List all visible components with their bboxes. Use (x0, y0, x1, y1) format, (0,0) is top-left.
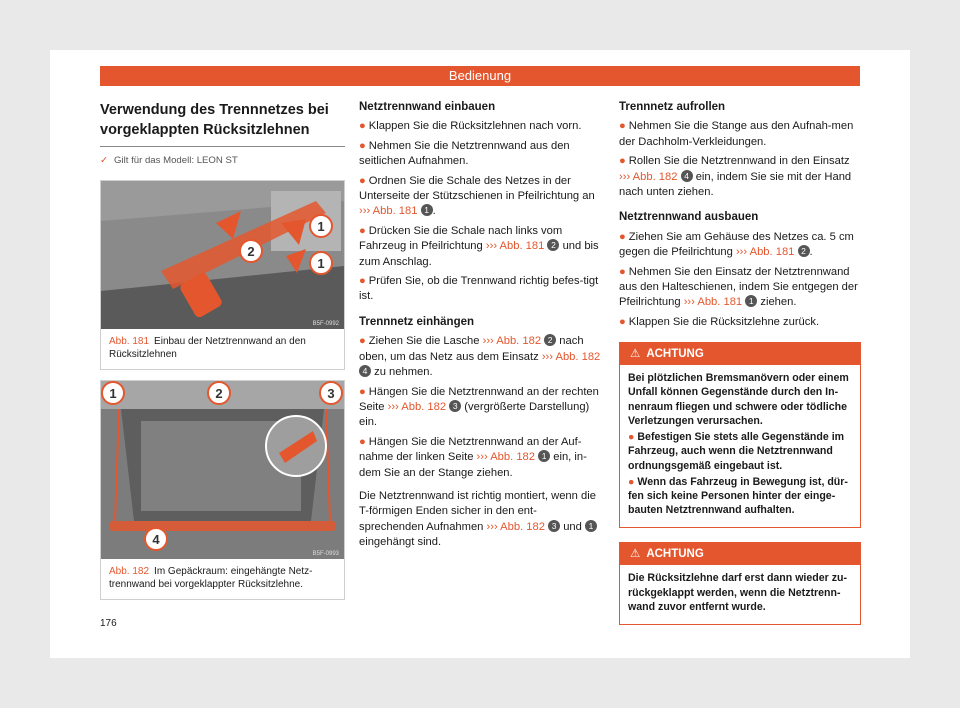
bullet-icon: ● (359, 435, 366, 448)
step-einhaengen-1 (359, 334, 601, 380)
step-text: und bis zum Anschlag. (359, 240, 599, 268)
heading-einbauen: Netztrennwand einbauen (359, 101, 496, 113)
paragraph-text: Die Netztrennwand ist richtig montiert, wenn die T-förmigen Enden sicher in den ent-sprechenden Aufnahmen (359, 489, 596, 533)
figure-reference-link[interactable]: ››› Abb. 181 (683, 296, 743, 309)
check-icon: ✓ (100, 155, 109, 166)
step-text: Prüfen Sie, ob die Trennwand richtig befes-tigt ist. (359, 275, 599, 303)
callout-number-badge: 2 (547, 239, 559, 251)
callout-number-badge: 4 (681, 170, 693, 182)
figure-182-marker-4: 4 (152, 532, 160, 548)
warning-body (620, 565, 860, 624)
step-text: Rollen Sie die Netztrennwand in den Einsatz (628, 155, 850, 168)
luggage-net-install-illustration (101, 181, 344, 329)
callout-number-badge: 3 (449, 400, 461, 412)
step-text: Hängen Sie die Netztrennwand an der Auf-nahme der linken Seite (359, 435, 582, 464)
step-text: Nehmen Sie den Einsatz der Netztrennwand aus den Halteschienen, indem Sie entgegen der Pfeilrichtung (619, 265, 858, 309)
applies-to-note (100, 153, 345, 168)
callout-number-badge: 2 (798, 245, 810, 257)
figure-181-image (101, 181, 344, 329)
warning-text: Bei plötzlichen Bremsmanövern oder einem Unfall können Gegenstände durch den In-nenraum fliegen und schwere oder tödliche Verletzungen verursachen. (628, 372, 849, 427)
step-einhaengen-2 (359, 385, 601, 431)
bullet-icon: ● (359, 335, 366, 348)
step-text: Ziehen Sie die Lasche (368, 335, 480, 348)
step-text: Nehmen Sie die Netztrennwand aus den seitlichen Aufnahmen. (359, 139, 570, 168)
step-text: Drücken Sie die Schale nach links vom Fahrzeug in Pfeilrichtung (359, 224, 563, 253)
applies-text: Gilt für das Modell: LEON ST (114, 155, 238, 166)
figure-182-marker-1: 1 (109, 386, 117, 402)
column-middle (359, 100, 601, 555)
page-title: Verwendung des Trennnetzes bei vorgeklappten Rücksitzlehnen (100, 100, 345, 147)
callout-number-badge: 2 (544, 334, 556, 346)
bullet-icon: ● (619, 120, 626, 133)
warning-box-2 (619, 542, 861, 625)
warning-header (620, 543, 860, 565)
figure-181-label: Abb. 181 (109, 336, 150, 348)
warning-bullet-1 (628, 430, 852, 473)
bullet-icon: ● (359, 224, 366, 237)
warning-body (620, 365, 860, 527)
callout-number-badge: 1 (538, 450, 550, 462)
bullet-icon: ● (359, 139, 366, 152)
figure-182-label: Abb. 182 (109, 566, 150, 578)
step-aufrollen-1 (619, 119, 861, 150)
step-text: Nehmen Sie die Stange aus den Aufnah-men der Dachholm-Verkleidungen. (619, 120, 854, 148)
bullet-icon: ● (359, 120, 366, 133)
step-einbauen-4 (359, 224, 601, 270)
step-einhaengen-3 (359, 435, 601, 481)
step-einbauen-1 (359, 119, 601, 134)
heading-ausbauen: Netztrennwand ausbauen (619, 211, 759, 224)
page-number: 176 (100, 618, 117, 629)
bullet-icon: ● (619, 230, 626, 243)
figure-182-code: B5F-0993 (312, 551, 339, 558)
figure-reference-link[interactable]: ››› Abb. 182 (486, 520, 545, 533)
column-left (100, 100, 345, 600)
warning-triangle-icon: ⚠ (630, 548, 641, 561)
step-text: (vergrößerte Darstellung) ein. (359, 400, 590, 429)
callout-number-badge: 1 (585, 520, 597, 532)
bullet-icon: ● (359, 174, 366, 187)
figure-181-marker-1a: 1 (317, 219, 325, 235)
warning-text: Die Rücksitzlehne darf erst dann wieder zu-rückgeklappt werden, wenn die Netztrenn-wand zuvor entfernt wurde. (628, 572, 847, 613)
paragraph-text: und (563, 520, 582, 533)
figure-reference-link[interactable]: ››› Abb. 182 (619, 170, 678, 183)
callout-number-badge: 1 (421, 204, 433, 216)
step-text: ein, indem Sie sie mit der Hand nach unten ziehen. (619, 170, 852, 199)
figure-reference-link[interactable]: ››› Abb. 181 (735, 246, 795, 259)
step-text: Ziehen Sie am Gehäuse des Netzes ca. 5 cm gegen die Pfeilrichtung (619, 230, 854, 259)
warning-text: Wenn das Fahrzeug in Bewegung ist, dür-fen sich keine Personen hinter der einge-bauten Netztrennwand aufhalten. (628, 475, 848, 517)
bullet-icon: ● (628, 431, 635, 444)
warning-header (620, 343, 860, 365)
step-text: Klappen Sie die Rücksitzlehne zurück. (628, 315, 820, 328)
paragraph-text: eingehängt sind. (359, 536, 442, 549)
figure-181-caption-text: Einbau der Netztrennwand an den Rücksitzlehnen (109, 336, 306, 361)
mounting-check-paragraph (359, 489, 601, 551)
figure-reference-link[interactable]: ››› Abb. 181 (359, 205, 418, 218)
step-einbauen-3: ● Ordnen Sie die Schale des Netzes in der Unterseite der Stützschienen in Pfeilrichtung an ››› Abb. 181 1 . (359, 174, 595, 218)
callout-number-badge: 3 (548, 520, 560, 532)
figure-181-code: B5F-0992 (312, 321, 339, 328)
figure-181-marker-2: 2 (247, 244, 255, 260)
figure-182-marker-3: 3 (327, 386, 335, 402)
figure-182-image (101, 381, 344, 559)
figure-reference-link[interactable]: ››› Abb. 182 (541, 350, 601, 363)
step-aufrollen-2 (619, 154, 861, 200)
step-text: zu nehmen. (374, 366, 433, 379)
step-text: nach oben, um das Netz aus dem Einsatz (359, 335, 584, 363)
heading-aufrollen: Trennnetz aufrollen (619, 101, 726, 113)
bullet-icon: ● (619, 155, 626, 168)
step-text: Hängen Sie die Netztrennwand an der rechten Seite (359, 385, 599, 413)
figure-181-marker-1b: 1 (317, 256, 325, 272)
step-text: Ordnen Sie die Schale des Netzes in der Unterseite der Stützschienen in Pfeilrichtung an (359, 174, 595, 203)
figure-reference-link[interactable]: ››› Abb. 182 (482, 335, 542, 348)
figure-182 (100, 380, 345, 600)
bullet-icon: ● (359, 385, 366, 398)
section-header: Bedienung (100, 66, 860, 86)
warning-title: ACHTUNG (646, 348, 704, 361)
step-einbauen-2 (359, 139, 601, 170)
heading-einhaengen: Trennnetz einhängen (359, 315, 475, 328)
figure-reference-link[interactable]: ››› Abb. 182 (387, 400, 447, 413)
warning-title: ACHTUNG (646, 548, 704, 561)
step-text: Klappen Sie die Rücksitzlehnen nach vorn. (368, 120, 582, 133)
step-ausbauen-1: ● Ziehen Sie am Gehäuse des Netzes ca. 5 cm gegen die Pfeilrichtung ››› Abb. 181 2 . (619, 230, 854, 259)
warning-box-1 (619, 342, 861, 528)
figure-181-caption (101, 329, 344, 369)
figure-reference-link[interactable]: ››› Abb. 182 (476, 451, 536, 464)
warning-bullet-2 (628, 475, 852, 518)
warning-text: Befestigen Sie stets alle Gegenstände im Fahrzeug, auch wenn die Netztrennwand ordnungsgemäß eingebaut ist. (628, 431, 845, 472)
step-text: ziehen. (760, 296, 797, 309)
step-einbauen-5 (359, 274, 601, 305)
bullet-icon: ● (359, 275, 366, 288)
figure-reference-link[interactable]: ››› Abb. 181 (485, 240, 545, 253)
figure-181 (100, 180, 345, 370)
figure-182-caption (101, 559, 344, 599)
bullet-icon: ● (628, 475, 635, 488)
luggage-net-hooked-illustration (101, 381, 344, 559)
bullet-icon: ● (619, 265, 626, 278)
column-right (619, 100, 861, 625)
warning-triangle-icon: ⚠ (630, 348, 641, 361)
step-ausbauen-3 (619, 315, 861, 330)
bullet-icon: ● (619, 315, 626, 328)
step-text: ein, in-dem Sie an der Stange ziehen. (359, 451, 587, 479)
callout-number-badge: 4 (359, 365, 371, 377)
callout-number-badge: 1 (745, 295, 757, 307)
figure-182-marker-2: 2 (215, 386, 223, 402)
figure-182-caption-text: Im Gepäckraum: eingehängte Netz-trennwand bei vorgeklappter Rücksitzlehne. (109, 566, 313, 591)
step-ausbauen-2 (619, 265, 861, 311)
